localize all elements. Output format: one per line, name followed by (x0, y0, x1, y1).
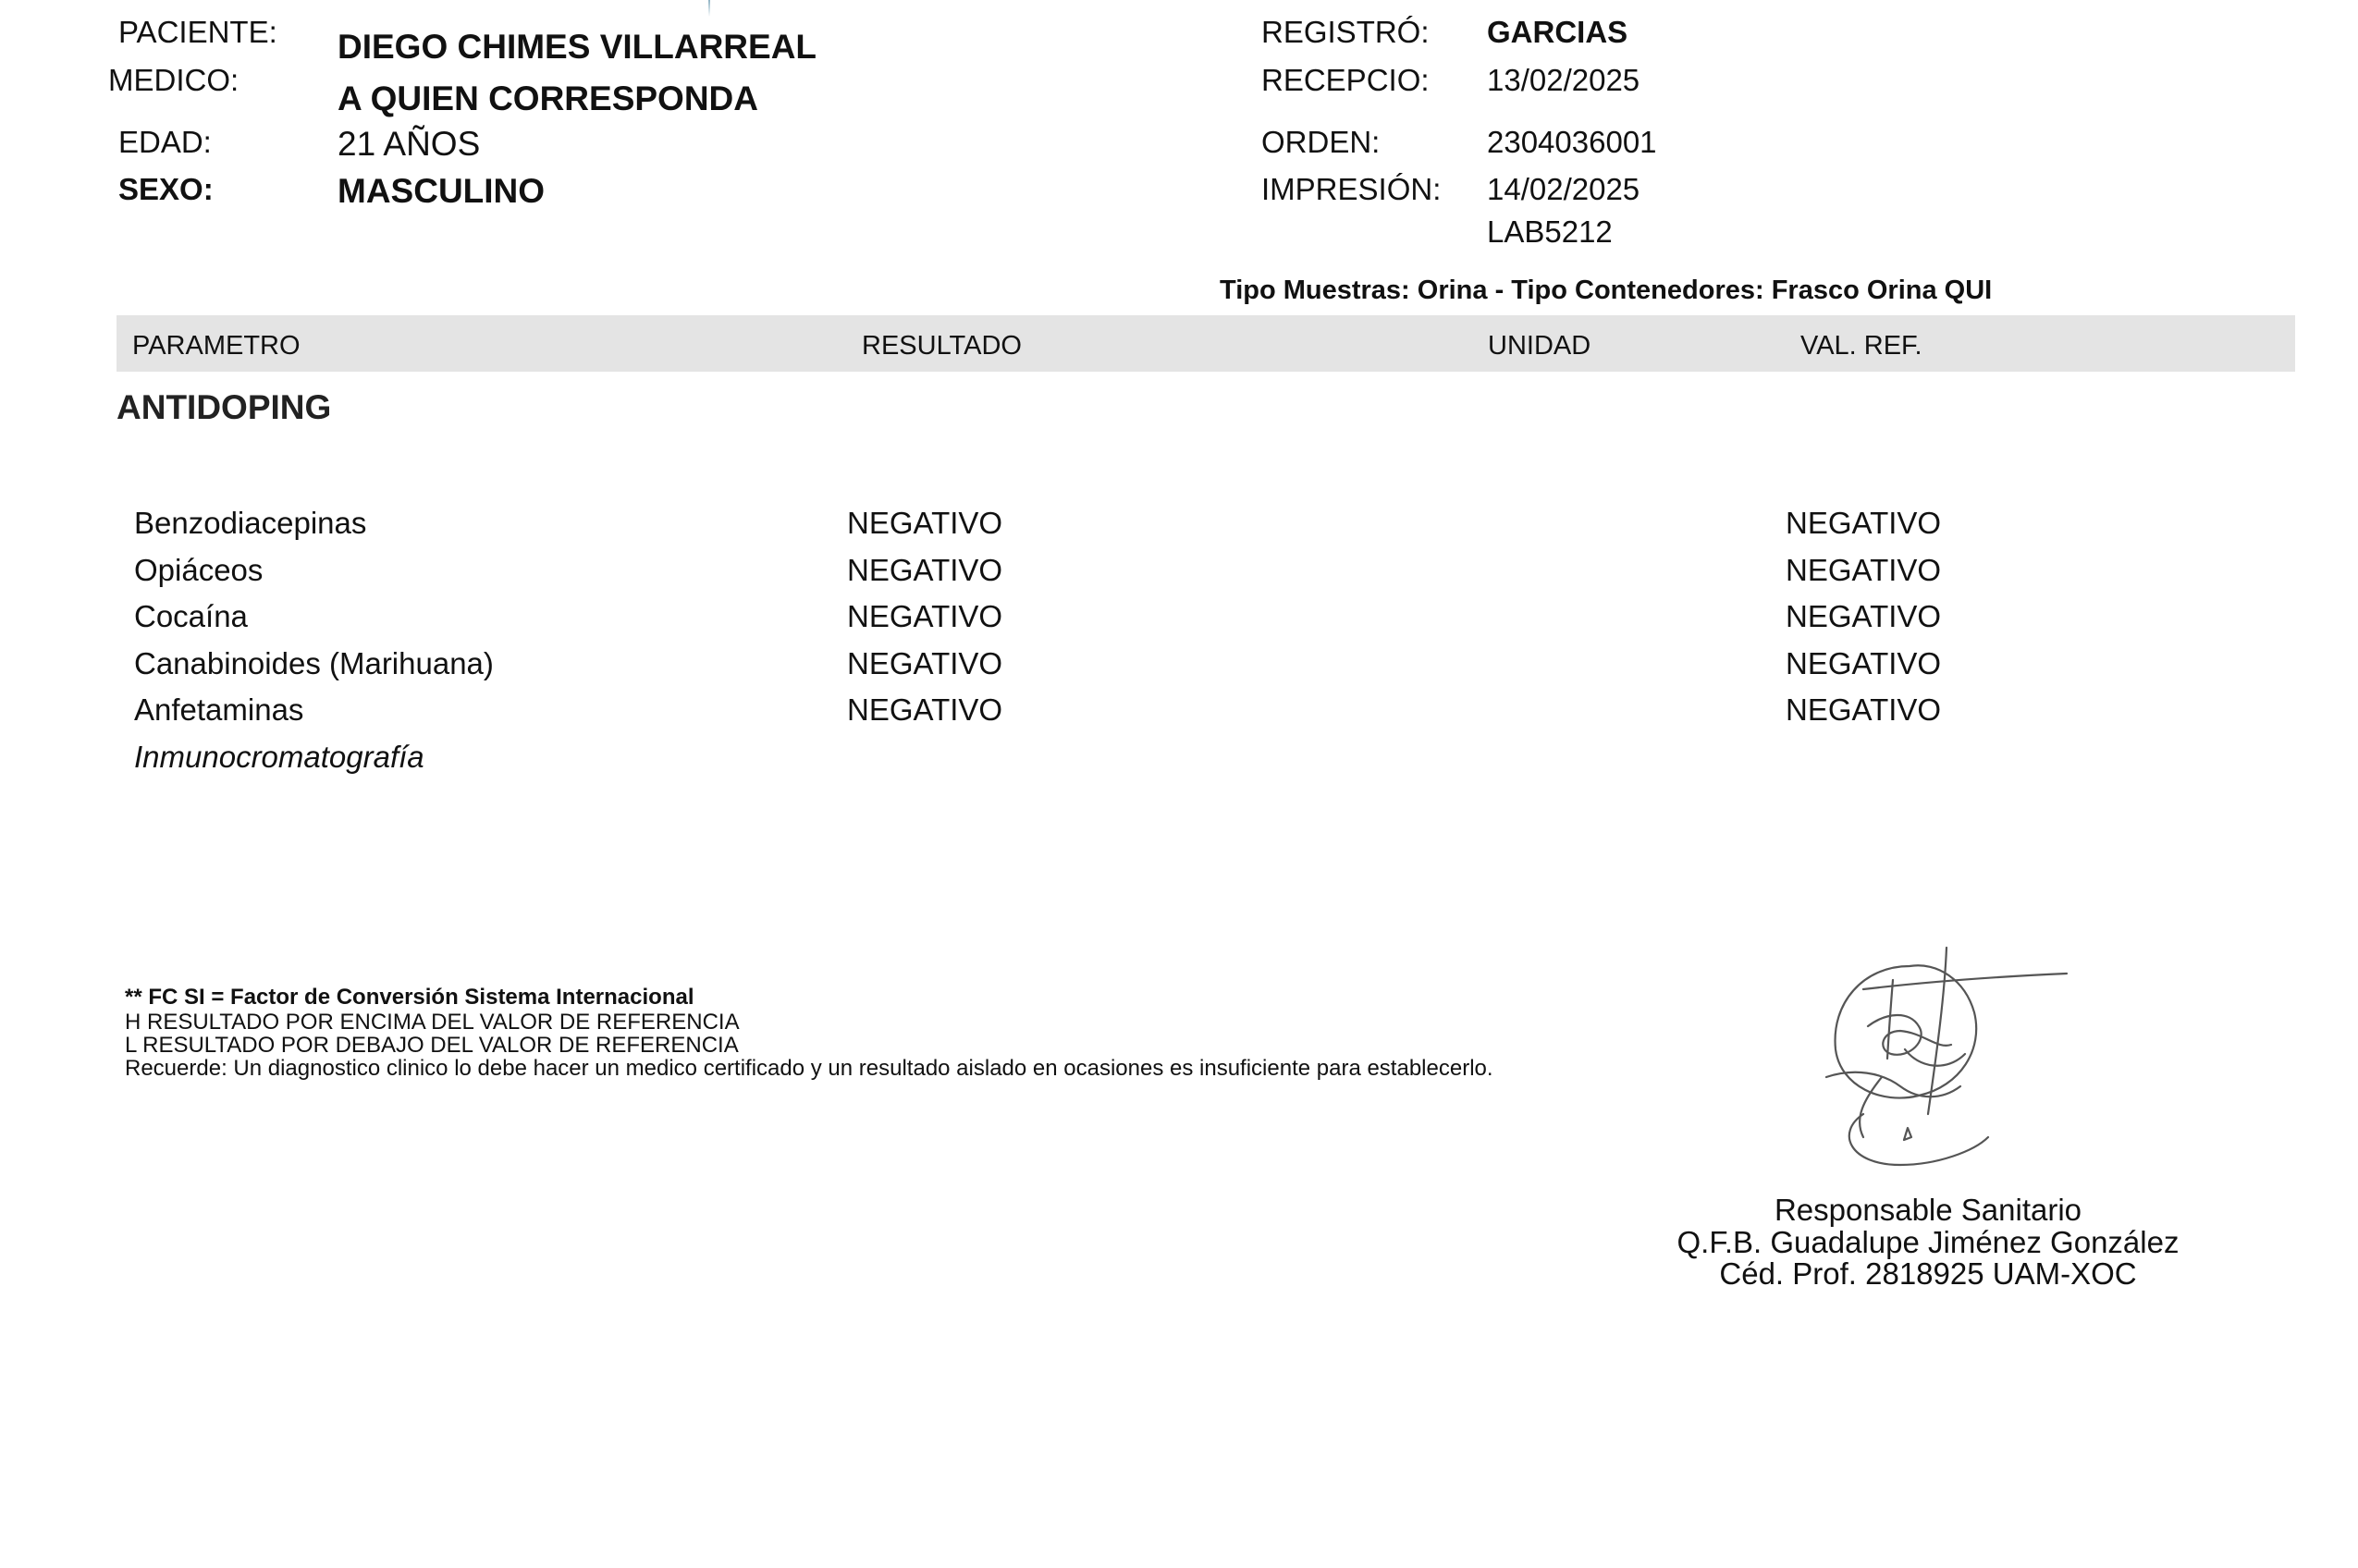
orden-value: 2304036001 (1487, 125, 1657, 159)
section-title: ANTIDOPING (117, 388, 332, 426)
medico-label: MEDICO: (108, 63, 239, 97)
medico-value: A QUIEN CORRESPONDA (338, 80, 759, 117)
edad-value: 21 AÑOS (338, 125, 481, 163)
method-note: Inmunocromatografía (134, 740, 424, 774)
sexo-value: MASCULINO (338, 172, 546, 210)
row-resultado: NEGATIVO (847, 506, 1003, 540)
logo-fragment (695, 0, 723, 25)
row-resultado: NEGATIVO (847, 599, 1003, 633)
registro-value: GARCIAS (1487, 15, 1628, 49)
row-val-ref: NEGATIVO (1786, 506, 1942, 540)
recepcio-label: RECEPCIO: (1261, 63, 1430, 97)
impresion-value: 14/02/2025 (1487, 172, 1640, 206)
footnote-l: L RESULTADO POR DEBAJO DEL VALOR DE REFERENCIA (125, 1033, 739, 1058)
signature-image (1799, 938, 2076, 1179)
row-resultado: NEGATIVO (847, 553, 1003, 587)
signature-cedula: Céd. Prof. 2818925 UAM-XOC (1719, 1256, 2137, 1291)
row-resultado: NEGATIVO (847, 692, 1003, 727)
table-header-bar (117, 315, 2295, 372)
row-val-ref: NEGATIVO (1786, 599, 1942, 633)
row-parametro: Benzodiacepinas (134, 506, 367, 540)
header-val-ref: VAL. REF. (1800, 331, 1922, 361)
sample-info: Tipo Muestras: Orina - Tipo Contenedores: Frasco Orina QUI (1220, 276, 1993, 305)
lab-code: LAB5212 (1487, 214, 1613, 249)
row-parametro: Opiáceos (134, 553, 264, 587)
footnote-h: H RESULTADO POR ENCIMA DEL VALOR DE REFERENCIA (125, 1010, 740, 1035)
paciente-value: DIEGO CHIMES VILLARREAL (338, 28, 817, 66)
header-resultado: RESULTADO (862, 331, 1022, 361)
row-parametro: Anfetaminas (134, 692, 304, 727)
paciente-label: PACIENTE: (118, 15, 277, 49)
registro-label: REGISTRÓ: (1261, 15, 1430, 49)
row-val-ref: NEGATIVO (1786, 646, 1942, 680)
sexo-label: SEXO: (118, 172, 214, 206)
header-parametro: PARAMETRO (132, 331, 301, 361)
row-parametro: Canabinoides (Marihuana) (134, 646, 494, 680)
row-parametro: Cocaína (134, 599, 248, 633)
orden-label: ORDEN: (1261, 125, 1381, 159)
row-val-ref: NEGATIVO (1786, 692, 1942, 727)
row-resultado: NEGATIVO (847, 646, 1003, 680)
signature-name: Q.F.B. Guadalupe Jiménez González (1676, 1225, 2180, 1259)
footnote-fc-si: ** FC SI = Factor de Conversión Sistema Internacional (125, 985, 694, 1010)
footnote-reminder: Recuerde: Un diagnostico clinico lo debe hacer un medico certificado y un resultado aislado en ocasiones es insuficiente para establecerlo. (125, 1056, 1493, 1081)
signature-role: Responsable Sanitario (1774, 1193, 2082, 1227)
recepcio-value: 13/02/2025 (1487, 63, 1640, 97)
edad-label: EDAD: (118, 125, 212, 159)
impresion-label: IMPRESIÓN: (1261, 172, 1442, 206)
row-val-ref: NEGATIVO (1786, 553, 1942, 587)
header-unidad: UNIDAD (1488, 331, 1591, 361)
